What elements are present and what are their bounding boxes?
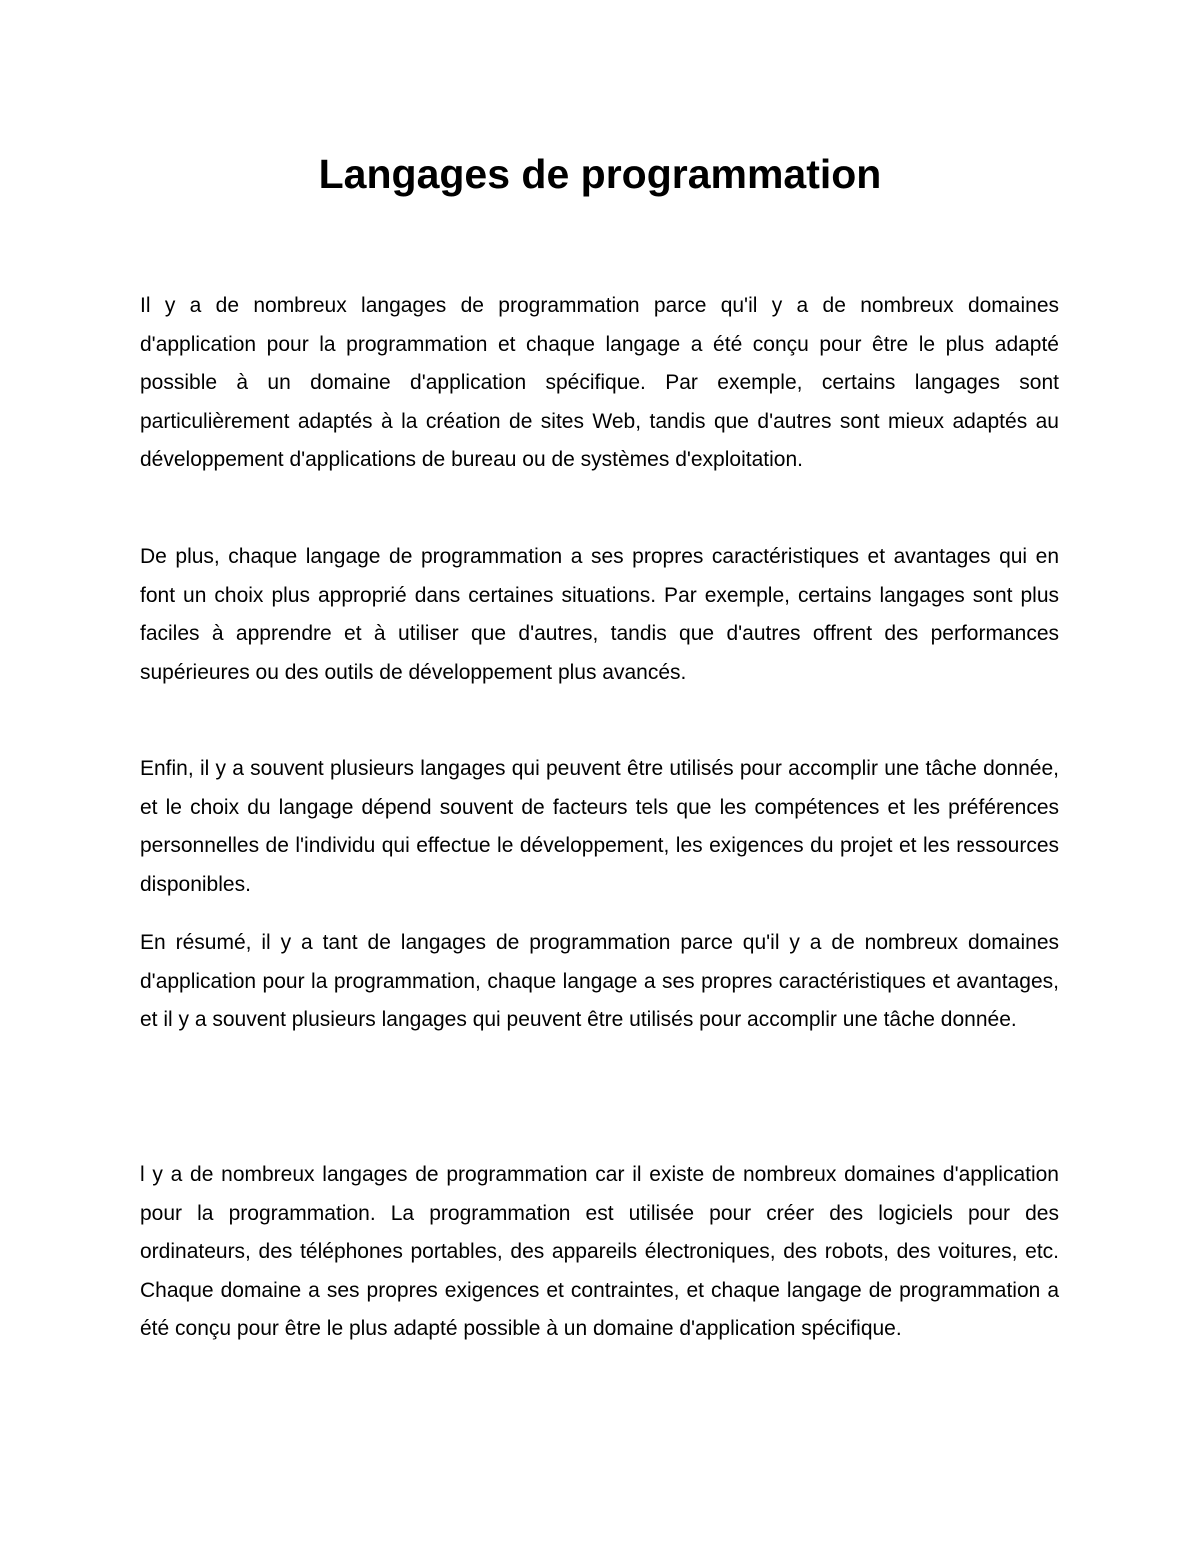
paragraph-1: Il y a de nombreux langages de programmation parce qu'il y a de nombreux domaines d'application pour la programmation et chaque langage a été conçu pour être le plus adapté possible à un domaine d'application spécifique. Par exemple, certains langages sont particulièrement adaptés à la création de sites Web, tandis que d'autres sont mieux adaptés au développement d'applications de bureau ou de systèmes d'exploitation.: [140, 294, 1059, 472]
document-title: Langages de programmation: [318, 151, 882, 197]
paragraph-3: Enfin, il y a souvent plusieurs langages qui peuvent être utilisés pour accomplir une tâche donnée, et le choix du langage dépend souvent de facteurs tels que les compétences et les préférences personnelles de l'individu qui effectue le développement, les exigences du projet et les ressources disponibles.: [140, 757, 1059, 896]
paragraph-2: De plus, chaque langage de programmation a ses propres caractéristiques et avantages qui en font un choix plus approprié dans certaines situations. Par exemple, certains langages sont plus faciles à apprendre et à utiliser que d'autres, tandis que d'autres offrent des performances supérieures ou des outils de développement plus avancés.: [140, 545, 1059, 684]
paragraph-5: l y a de nombreux langages de programmation car il existe de nombreux domaines d'application pour la programmation. La programmation est utilisée pour créer des logiciels pour des ordinateurs, des téléphones portables, des appareils électroniques, des robots, des voitures, etc. Chaque domaine a ses propres exigences et contraintes, et chaque langage de programmation a été conçu pour être le plus adapté possible à un domaine d'application spécifique.: [140, 1163, 1059, 1341]
paragraph-4: En résumé, il y a tant de langages de programmation parce qu'il y a de nombreux domaines d'application pour la programmation, chaque langage a ses propres caractéristiques et avantages, et il y a souvent plusieurs langages qui peuvent être utilisés pour accomplir une tâche donnée.: [140, 931, 1059, 1032]
